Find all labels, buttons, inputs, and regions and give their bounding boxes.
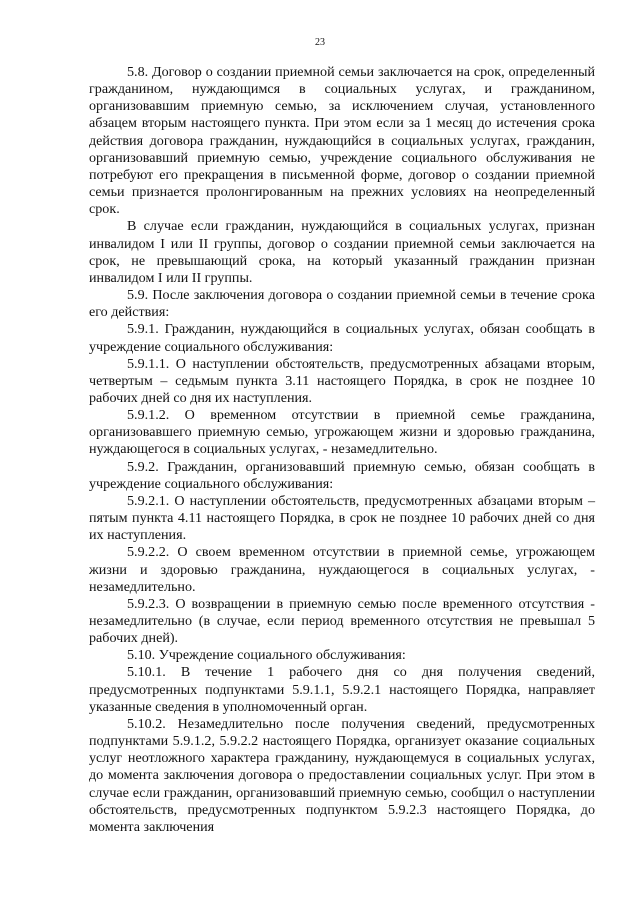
page-number: 23 [315,37,325,48]
document-body [89,64,595,836]
paragraph-5-9-2: 5.9.2. Гражданин, организовавший приемную семью, обязан сообщать в учреждение социального обслуживания: [89,458,595,492]
paragraph-5-10-2: 5.10.2. Незамедлительно после получения сведений, предусмотренных подпунктами 5.9.1.2, 5.9.2.2 настоящего Порядка, организует оказание социальных услуг неотложного характера гражданину, нуждающемуся в социальных услугах, до момента заключения договора о предоставлении социальных услуг. При этом в случае если гражданин, организовавший приемную семью, сообщил о наступлении обстоятельств, предусмотренных подпунктом 5.9.2.3 настоящего Порядка, до момента заключения [89,715,595,835]
paragraph-5-10: 5.10. Учреждение социального обслуживания: [127,647,406,664]
paragraph-5-8-disability: В случае если гражданин, нуждающийся в социальных услугах, признан инвалидом I или II группы, договор о создании приемной семьи заключается на срок, не превышающий срока, на который указанный гражданин признан инвалидом I или II группы. [89,218,595,286]
paragraph-5-9-2-1: 5.9.2.1. О наступлении обстоятельств, предусмотренных абзацами вторым – пятым пункта 4.11 настоящего Порядка, в срок не позднее 10 рабочих дней со дня их наступления. [89,492,595,544]
paragraph-5-9-2-3: 5.9.2.3. О возвращении в приемную семью после временного отсутствия - незамедлительно (в случае, если период временного отсутствия не превышал 5 рабочих дней). [89,595,595,647]
paragraph-5-9-2-2: 5.9.2.2. О своем временном отсутствии в приемной семье, угрожающем жизни и здоровью гражданина, нуждающегося в социальных услугах, - незамедлительно. [89,544,595,595]
paragraph-5-8: 5.8. Договор о создании приемной семьи заключается на срок, определенный гражданином, нуждающимся в социальных услугах, и гражданином, организовавшим приемную семью, за исключением случая, установленного абзацем вторым настоящего пункта. При этом если за 1 месяц до истечения срока действия договора гражданин, нуждающийся в социальных услугах, гражданин, организовавший приемную семью, учреждение социального обслуживания не потребуют его прекращения в письменной форме, договор о создании приемной семьи признается пролонгированным на прежних условиях на неопределенный срок. [89,64,595,218]
paragraph-5-9-1-2: 5.9.1.2. О временном отсутствии в приемной семье гражданина, организовавшего приемную семью, угрожающем жизни и здоровью гражданина, нуждающегося в социальных услугах, - незамедлительно. [89,407,595,458]
paragraph-5-10-1: 5.10.1. В течение 1 рабочего дня со дня получения сведений, предусмотренных подпунктами 5.9.1.1, 5.9.2.1 настоящего Порядка, направляет указанные сведения в уполномоченный орган. [89,664,595,715]
paragraph-5-9: 5.9. После заключения договора о создании приемной семьи в течение срока его действия: [89,287,595,321]
paragraph-5-9-1: 5.9.1. Гражданин, нуждающийся в социальных услугах, обязан сообщать в учреждение социального обслуживания: [89,321,595,355]
paragraph-5-9-1-1: 5.9.1.1. О наступлении обстоятельств, предусмотренных абзацами вторым, четвертым – седьмым пункта 3.11 настоящего Порядка, в срок не позднее 10 рабочих дней со дня их наступления. [89,355,595,406]
